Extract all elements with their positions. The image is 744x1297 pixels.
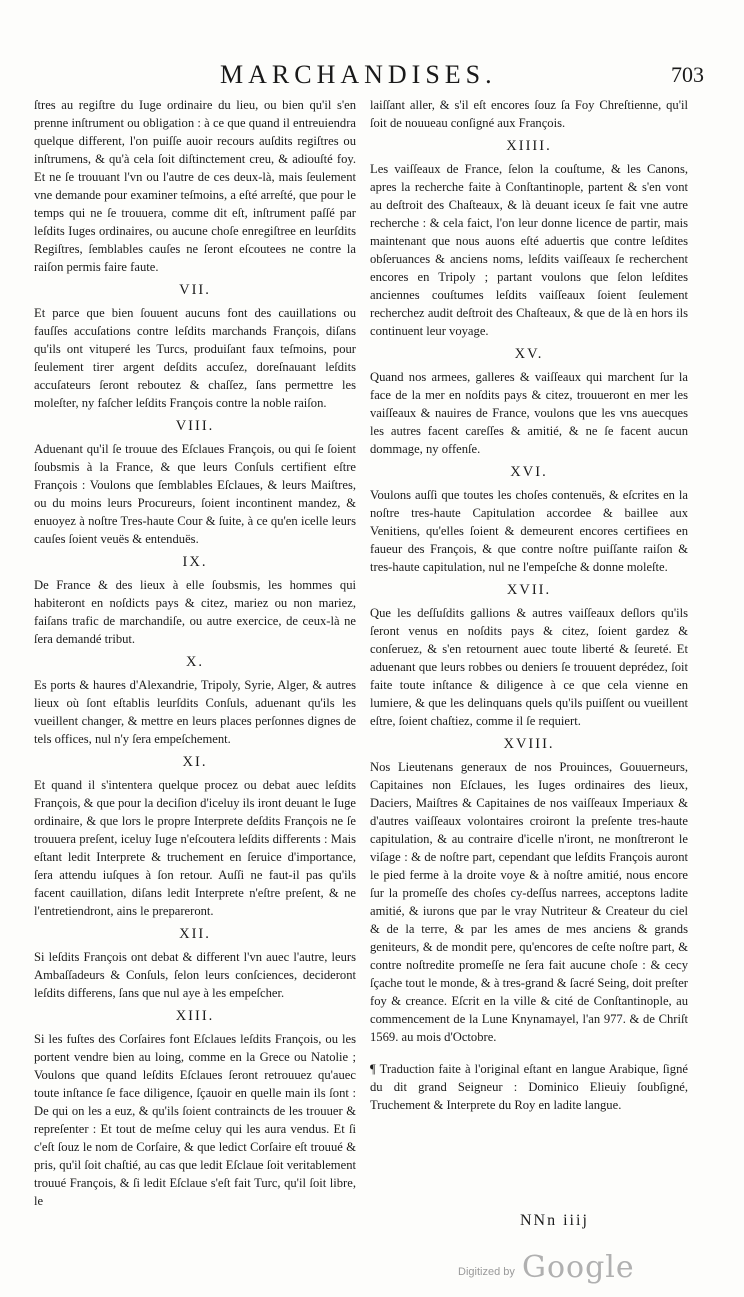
paragraph: Si les fuſtes des Corſaires font Eſclaues leſdits François, ou les portent vendre bien au loing, comme en la Grece ou Natolie ; Voulons que quand leſdits Eſclaues ſeront retrouuez qu'auec toute inſtance ſe face diligence, ſçauoir en quelle main ils ſont : De qui on les a euz, & qu'ils ſoient contraincts de les trouuer & repreſenter : Et tout de meſme celuy qui les aura vendus. Et ſi c'eſt ſouz le nom de Corſaire, & que ledict Corſaire eſt trouué & pris, qu'il ſoit chaſtié, au cas que ledit Eſclaue ſoit veritablement trouué François, & ſi ledit Eſclaue s'eſt fait Turc, qu'il ſoit libre, le (34, 1032, 356, 1208)
paragraph: Les vaiſſeaux de France, ſelon la couſtume, & les Canons, apres la recherche faite à Conſtantinople, partent & s'en vont au deſtroit des Chaſteaux, & là deuant iceux ſe fait vne autre recherche : & cela faict, l'on leur donne licence de partir, mais maintenant que nous auons eſté aduertis que contre leſdites obſeruances & anciens noms, leſdits vaiſſeaux ſe recherchent encores en Tripoly ; partant voulons que ſelon leſdites anciennes couſtumes leſdits vaiſſeaux ſoient ſeulement recherchez audit deſtroit des Chaſteaux, & que de là en hors ils continuent leur voyage. (370, 162, 688, 338)
paragraph: Voulons auſſi que toutes les choſes contenuës, & eſcrites en la noſtre tres-haute Capitulation accordee & baillee aux Venitiens, qu'elles ſoient & demeurent encores certifiees en faueur des François, & que contre noſtre puiſſante raiſon & tres-haute capitulation, nul ne l'empeſche & donne moleſte. (370, 488, 688, 574)
article-heading-vii: VII. (179, 282, 211, 298)
paragraph: laiſſant aller, & s'il eſt encores ſouz ſa Foy Chreſtienne, qu'il ſoit de nouueau conſigné aux François. (370, 98, 688, 130)
page-header (40, 60, 704, 94)
paragraph: Nos Lieutenans generaux de nos Prouinces, Gouuerneurs, Capitaines non Eſclaues, les Iuges ordinaires des lieux, Daciers, Maiſtres & Capitaines de nos vaiſſeaux Imperiaux & d'autres vaiſſeaux volontaires croiront la preſente tres-haute capitulation, & au contraire d'icelle n'iront, ne monſtreront le viſage : & de noſtre part, cependant que leſdits François auront le pied ferme à la droite voye & à noſtre amitié, nous encore ſur la promeſſe des choſes cy-deſſus narrees, acceptons ladite amitié, & iurons que par le vray Nutriteur & Createur du ciel & de la terre, & par les ames de mes anciens & grands geniteurs, & de mondit pere, qu'encores de ceſte noſtre part, & contre noſtredite promeſſe ne ſera fait aucune choſe : & cecy ſçache tout le monde, & à tres-grand & ſacré Seing, doit preſter foy & creance. Eſcrit en la ville & cité de Conſtantinople, au commencement de la Lune Knynamayel, l'an 977. & de Chriſt 1569. au mois d'Octobre. (370, 760, 688, 1044)
paragraph: Es ports & haures d'Alexandrie, Tripoly, Syrie, Alger, & autres lieux où ſont eſtablis leurſdits Conſuls, aduenant qu'ils les vueillent changer, & mettre en leurs places perſonnes dignes de tels offices, nul n'y ſera empeſchement. (34, 678, 356, 746)
running-title: MARCHANDISES. (220, 60, 497, 89)
translation-note: ¶ Traduction faite à l'original eſtant en langue Arabique, ſigné du dit grand Seigneur : Dominico Elieuiy ſoubſigné, Truchement & Interprete du Roy en ladite langue. (370, 1062, 688, 1112)
article-heading-xviii: XVIII. (503, 736, 555, 752)
paragraph: Si leſdits François ont debat & different l'vn auec l'autre, leurs Ambaſſadeurs & Conſuls, ſelon leurs conſciences, decideront leſdits differens, ſans que nul aye à les empeſcher. (34, 950, 356, 1000)
article-heading-xv: XV. (514, 346, 544, 362)
paragraph: Et parce que bien ſouuent aucuns font des cauillations ou fauſſes accuſations contre leſdits marchands François, diſans qu'ils ont vituperé les Turcs, produiſant faux teſmoins, pour ſeulement tirer argent deſdits accuſez, doreſnauant leſdits accuſateurs ſeront reboutez & chaſſez, ſans permettre les moleſter, ny faſcher leſdits François contre la noble raiſon. (34, 306, 356, 410)
paragraph: Que les deſſuſdits gallions & autres vaiſſeaux deſlors qu'ils ſeront venus en noſdits pays & citez, ſoient gardez & conſeruez, & s'en retournent auec toute liberté & ſeureté. Et aduenant que leurs robbes ou deniers ſe trouuent deprédez, ſoit faite toute inſtance & diligence à ce que cela vienne en lumiere, & que les delinquans quels qu'ils puiſſent ou vueillent eſtre, ſoient chaſtiez, comme il ſe requiert. (370, 606, 688, 728)
watermark-caption: Digitized by (458, 1266, 515, 1278)
signature-mark: NNn iiij (520, 1212, 589, 1229)
article-heading-xiiii: XIIII. (506, 138, 552, 154)
left-column (34, 96, 356, 1212)
article-heading-x: X. (185, 654, 205, 670)
paragraph: Et quand il s'intentera quelque procez ou debat auec leſdits François, & que pour la deciſion d'iceluy ils iront deuant le Iuge ordinaire, & que lors le propre Interprete deſdits François ne ſe trouuera preſent, iceluy Iuge n'eſcoutera leſdits differents : Mais eſtant ledit Interprete & truchement en ſeruice d'importance, ſera attendu iuſques à ſon retour. Auſſi ne faut-il pas qu'ils facent cauillation, diſans ledit Interprete n'eſtre preſent, & ne l'entretiendront, ains le prepareront. (34, 778, 356, 918)
paragraph: ſtres au regiſtre du Iuge ordinaire du lieu, ou bien qu'il s'en prenne inſtrument ou obligation : à ce que quand il entreuiendra quelque different, l'on puiſſe auoir recours auſdits regiſtres ou inſtrumens, & qu'à cela ſoit diſtinctement creu, & adiouſté foy. Et ne ſe trouuant l'vn ou l'autre de ces deux-là, mais ſeulement vne demande pour examiner teſmoins, a eſté arreſté, que pour le temps qui ne ſe trouuera, comme dit eſt, inſtrument paſſé par leſdits Iuges ordinaires, ou aucune choſe enregiſtree en leurſdits Regiſtres, ſemblables cauſes ne ſeront eſcoutees ne contre la raiſon permis faire faute. (34, 98, 356, 274)
paragraph: Quand nos armees, galleres & vaiſſeaux qui marchent ſur la face de la mer en noſdits pays & citez, trouueront en mer les vaiſſeaux & nauires de France, voulons que les vns auecques les autres facent careſſes & amitié, & ne ſe facent aucun dommage, ny offenſe. (370, 370, 688, 456)
paragraph: De France & des lieux à elle ſoubsmis, les hommes qui habiteront en noſdicts pays & citez, mariez ou non mariez, faiſans trafic de marchandiſe, ou autre exercice, de ceux-là ne ſera demandé tribut. (34, 578, 356, 646)
article-heading-xvii: XVII. (506, 582, 552, 598)
watermark-brand: Google (522, 1250, 635, 1285)
article-heading-ix: IX. (182, 554, 208, 570)
article-heading-xii: XII. (179, 926, 211, 942)
article-heading-xi: XI. (182, 754, 208, 770)
article-heading-xvi: XVI. (510, 464, 548, 480)
page-number: 703 (671, 62, 704, 87)
paragraph: Aduenant qu'il ſe trouue des Eſclaues François, ou qui ſe ſoient ſoubsmis à la France, & que leurs Conſuls certifient eſtre François : Voulons que ſemblables Eſclaues, & leurs Maiſtres, ou du moins leurs Procureurs, ſoient incontinent mandez, & enuoyez à noſtre Tres-haute Cour & ſuite, à ce qu'en icelle leurs cauſes ſoient veuës & entenduës. (34, 442, 356, 546)
article-heading-viii: VIII. (175, 418, 215, 434)
right-column (370, 96, 688, 1116)
article-heading-xiii: XIII. (175, 1008, 215, 1024)
